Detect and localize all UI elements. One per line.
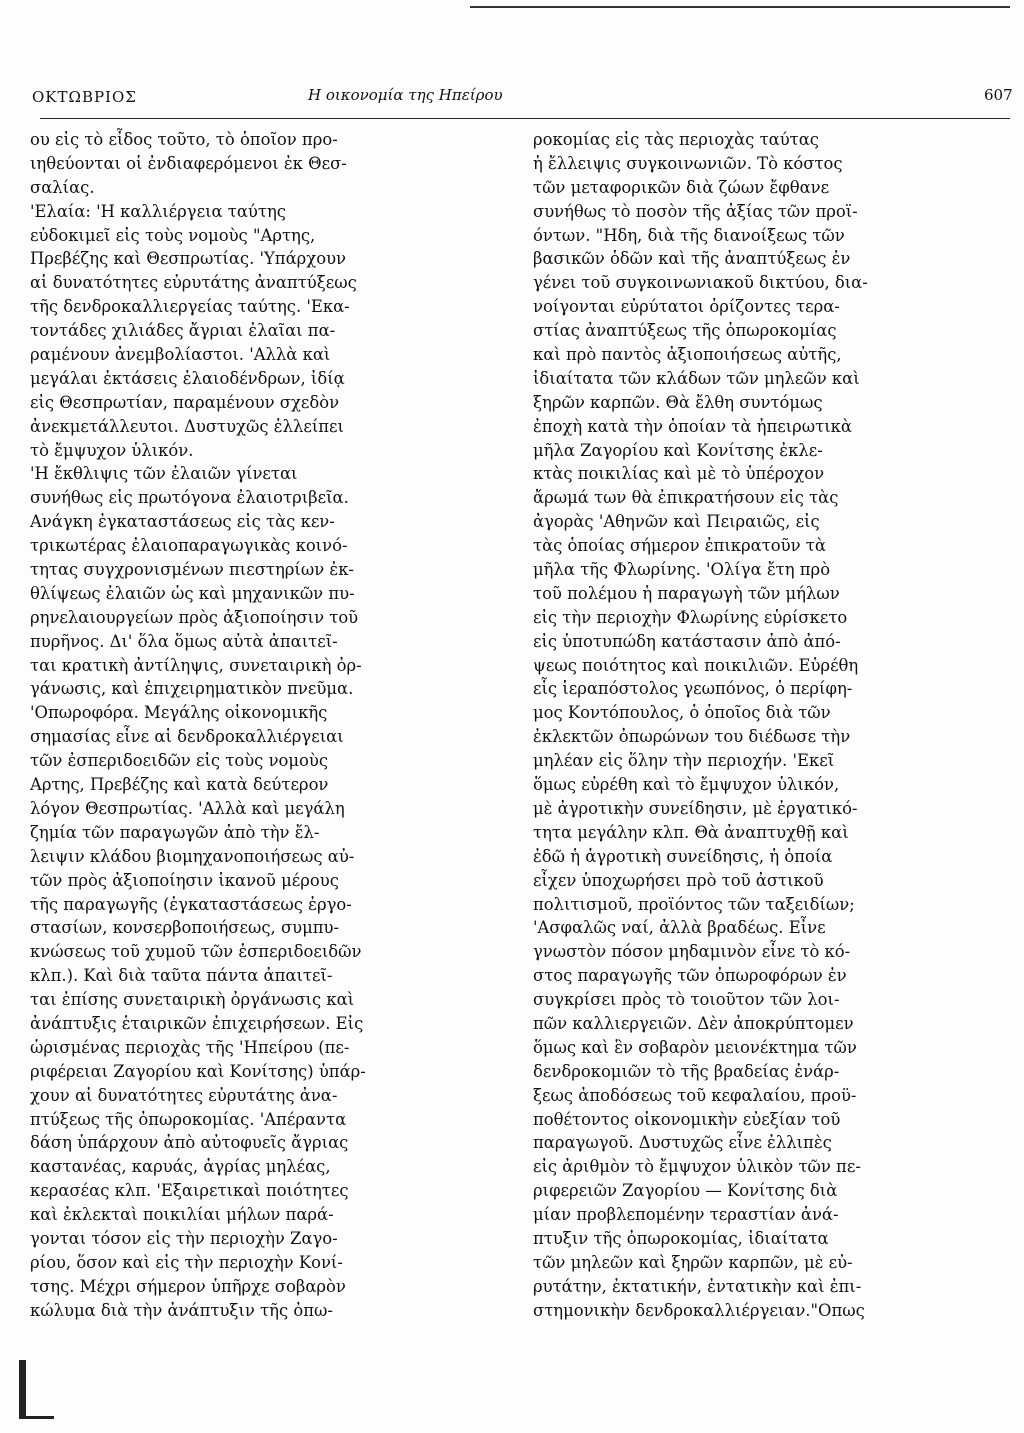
left-column-line: Ανάγκη ἐγκαταστάσεως εἰς τὰς κεν-	[30, 512, 335, 532]
left-column-line: ζημία τῶν παραγωγῶν ἀπὸ τὴν ἔλ-	[30, 822, 320, 842]
right-column-line: δενδροκομιῶν τὸ τῆς βραδείας ἐνάρ-	[533, 1061, 840, 1081]
left-column-line: 'Η ἔκθλιψις τῶν ἐλαιῶν γίνεται	[30, 464, 298, 484]
right-text-column	[533, 128, 1011, 1373]
left-column-line: στασίων, κονσερβοποιήσεως, συμπυ-	[30, 918, 340, 938]
right-column-line: πῶν καλλιεργειῶν. Δὲν ἀποκρύπτομεν	[533, 1013, 854, 1033]
right-column-line: συγκρίσει πρὸς τὸ τοιοῦτον τῶν λοι-	[533, 990, 840, 1010]
left-column-line: ται ἐπίσης συνεταιρικὴ ὀργάνωσις καὶ	[30, 990, 355, 1010]
left-column-line: αἱ δυνατότητες εὐρυτάτης ἀναπτύξεως	[30, 273, 357, 293]
right-column-line: μος Κοντόπουλος, ὁ ὁποῖος διὰ τῶν	[533, 703, 831, 723]
right-column-line: κτὰς ποικιλίας καὶ μὲ τὸ ὑπέροχον	[533, 464, 825, 484]
header-month: ΟΚΤΩΒΡΙΟΣ	[32, 88, 137, 106]
right-column-line: όντων. "Ηδη, διὰ τῆς διανοίξεως τῶν	[533, 225, 845, 245]
right-column-line: ὅμως καὶ ἓν σοβαρὸν μειονέκτημα τῶν	[533, 1037, 857, 1057]
margin-binding-mark	[19, 1360, 54, 1419]
right-column-line: εἰς ἀριθμὸν τὸ ἔμψυχον ὑλικὸν τῶν πε-	[533, 1157, 861, 1177]
left-column-line: εἰς Θεσπρωτίαν, παραμένουν σχεδὸν	[30, 392, 340, 412]
left-column-line: Αρτης, Πρεβέζης καὶ κατὰ δεύτερον	[30, 775, 329, 795]
right-column-line: εἷς ἱεραπόστολος γεωπόνος, ὁ περίφη-	[533, 679, 853, 699]
right-column-line: βασικῶν ὁδῶν καὶ τῆς ἀναπτύξεως ἐν	[533, 249, 851, 269]
running-header	[28, 82, 1024, 122]
left-column-line: ραμένουν ἀνεμβολίαστοι. 'Αλλὰ καὶ	[30, 345, 331, 365]
right-column-line: γνωστὸν πόσον μηδαμινὸν εἶνε τὸ κό-	[533, 942, 851, 962]
left-column-line: γάνωσις, καὶ ἐπιχειρηματικὸν πνεῦμα.	[30, 679, 354, 699]
right-column-line: ἐδῶ ἡ ἀγροτικὴ συνείδησις, ἡ ὁποία	[533, 846, 833, 866]
right-column-line: τῶν μηλεῶν καὶ ξηρῶν καρπῶν, μὲ εὐ-	[533, 1252, 853, 1272]
right-column-line: μῆλα Ζαγορίου καὶ Κονίτσης ἐκλε-	[533, 440, 823, 460]
right-column-line: ψεως ποιότητος καὶ ποικιλιῶν. Εὑρέθη	[533, 655, 859, 675]
right-column-line: μηλέαν εἰς ὅλην τὴν περιοχήν. 'Εκεῖ	[533, 751, 835, 771]
left-column-line: σαλίας.	[30, 177, 95, 197]
left-column-line: σημασίας εἶνε αἱ δενδροκαλλιέργειαι	[30, 727, 344, 747]
left-column-line: 'Οπωροφόρα. Μεγάλης οἰκονομικῆς	[30, 703, 328, 723]
right-column-line: νοίγονται εὐρύτατοι ὁρίζοντες τερα-	[533, 297, 840, 317]
left-column-line: συνήθως εἰς πρωτόγονα ἐλαιοτριβεῖα.	[30, 488, 349, 508]
left-column-line: μεγάλαι ἐκτάσεις ἐλαιοδένδρων, ἰδίᾳ	[30, 368, 345, 388]
right-column-line: ξηρῶν καρπῶν. Θὰ ἔλθη συντόμως	[533, 392, 823, 412]
header-title: Η οικονομία της Ηπείρου	[308, 86, 503, 104]
right-column-line: τῶν μεταφορικῶν διὰ ζώων ἔφθανε	[533, 177, 830, 197]
right-column-line: πτυξιν τῆς ὀπωροκομίας, ἰδιαίτατα	[533, 1228, 829, 1248]
left-column-line: πυρῆνος. Δι' ὅλα ὅμως αὐτὰ ἀπαιτεῖ-	[30, 631, 338, 651]
left-column-line: λόγον Θεσπρωτίας. 'Αλλὰ καὶ μεγάλη	[30, 798, 345, 818]
right-column-line: στος παραγωγῆς τῶν ὀπωροφόρων ἐν	[533, 966, 847, 986]
left-column-line: χουν αἱ δυνατότητες εὐρυτάτης ἀνα-	[30, 1085, 338, 1105]
left-text-column	[30, 128, 420, 1373]
right-column-line: ἡ ἔλλειψις συγκοινωνιῶν. Τὸ κόστος	[533, 153, 843, 173]
left-column-line: τῆς δενδροκαλλιεργείας ταύτης. 'Εκα-	[30, 297, 350, 317]
right-column-line: καὶ πρὸ παντὸς ἀξιοποιήσεως αὐτῆς,	[533, 345, 842, 365]
left-column-line: κλπ.). Καὶ διὰ ταῦτα πάντα ἀπαιτεῖ-	[30, 966, 333, 986]
right-column-line: τὰς ὁποίας σήμερον ἐπικρατοῦν τὰ	[533, 536, 826, 556]
left-column-line: κερασέας κλπ. 'Εξαιρετικαὶ ποιότητες	[30, 1181, 349, 1201]
left-column-line: ριφέρειαι Ζαγορίου καὶ Κονίτσης) ὑπάρ-	[30, 1061, 366, 1081]
right-column-line: ριφερειῶν Ζαγορίου — Κονίτσης διὰ	[533, 1181, 838, 1201]
left-column-line: τοντάδες χιλιάδες ἄγριαι ἐλαῖαι πα-	[30, 321, 336, 341]
right-column-line: παραγωγοῦ. Δυστυχῶς εἶνε ἐλλιπὲς	[533, 1133, 832, 1153]
right-column-line: ἐποχὴ κατὰ τὴν ὁποίαν τὰ ἠπειρωτικὰ	[533, 416, 852, 436]
right-column-line: ἀγορὰς 'Αθηνῶν καὶ Πειραιῶς, εἰς	[533, 512, 820, 532]
right-column-line: μίαν προβλεπομένην τεραστίαν ἀνά-	[533, 1205, 839, 1225]
left-column-line: ται κρατικὴ ἀντίληψις, συνεταιρικὴ ὀρ-	[30, 655, 362, 675]
left-column-line: τσης. Μέχρι σήμερον ὑπῆρχε σοβαρὸν	[30, 1276, 346, 1296]
right-column-line: 'Ασφαλῶς ναί, ἀλλὰ βραδέως. Εἶνε	[533, 918, 826, 938]
right-column-line: μῆλα τῆς Φλωρίνης. 'Ολίγα ἔτη πρὸ	[533, 560, 831, 580]
left-column-line: ρηνελαιουργείων πρὸς ἀξιοποίησιν τοῦ	[30, 607, 359, 627]
header-rule	[40, 118, 1010, 119]
left-column-line: λειψιν κλάδου βιομηχανοποιήσεως αὐ-	[30, 846, 355, 866]
right-column-line: ρυτάτην, ἐκτατικήν, ἐντατικὴν καὶ ἐπι-	[533, 1276, 862, 1296]
right-column-line: πολιτισμοῦ, προϊόντος τῶν ταξειδίων;	[533, 894, 855, 914]
left-column-line: τῶν πρὸς ἀξιοποίησιν ἱκανοῦ μέρους	[30, 870, 339, 890]
left-column-line: τητας συγχρονισμένων πιεστηρίων ἐκ-	[30, 560, 354, 580]
left-column-line: πτύξεως τῆς ὀπωροκομίας. 'Απέραντα	[30, 1109, 347, 1129]
left-column-line: 'Ελαία: 'Η καλλιέργεια ταύτης	[30, 201, 286, 221]
left-column-line: ἀνεκμετάλλευτοι. Δυστυχῶς ἐλλείπει	[30, 416, 344, 436]
right-column-line: στημονικὴν δενδροκαλλιέργειαν."Οπως	[533, 1300, 865, 1320]
right-column-line: εἶχεν ὑποχωρήσει πρὸ τοῦ ἀστικοῦ	[533, 870, 824, 890]
left-column-line: καὶ ἐκλεκταὶ ποικιλίαι μήλων παρά-	[30, 1205, 334, 1225]
left-column-line: ρίου, ὅσον καὶ εἰς τὴν περιοχὴν Κονί-	[30, 1252, 343, 1272]
right-column-line: ποθέτοντος οἰκονομικὴν εὐεξίαν τοῦ	[533, 1109, 841, 1129]
left-column-line: τὸ ἔμψυχον ὑλικόν.	[30, 440, 194, 460]
left-column-line: ὡρισμένας περιοχὰς τῆς 'Ηπείρου (πε-	[30, 1037, 350, 1057]
left-column-line: εὐδοκιμεῖ εἰς τοὺς νομοὺς "Αρτης,	[30, 225, 316, 245]
left-column-line: ἀνάπτυξις ἑταιρικῶν ἐπιχειρήσεων. Εἰς	[30, 1013, 364, 1033]
right-column-line: ξεως ἀποδόσεως τοῦ κεφαλαίου, προϋ-	[533, 1085, 857, 1105]
left-column-line: ου εἰς τὸ εἶδος τοῦτο, τὸ ὁποῖον προ-	[30, 130, 338, 149]
right-column-line: τοῦ πολέμου ἡ παραγωγὴ τῶν μήλων	[533, 583, 840, 603]
left-column-line: κνώσεως τοῦ χυμοῦ τῶν ἐσπεριδοειδῶν	[30, 942, 362, 962]
left-column-line: κώλυμα διὰ τὴν ἀνάπτυξιν τῆς ὀπω-	[30, 1300, 333, 1320]
page-number: 607	[984, 86, 1013, 104]
top-scan-rule	[470, 6, 1010, 8]
left-column-line: Πρεβέζης καὶ Θεσπρωτίας. 'Υπάρχουν	[30, 249, 347, 269]
right-column-line: ροκομίας εἰς τὰς περιοχὰς ταύτας	[533, 130, 819, 149]
left-column-line: τρικωτέρας ἐλαιοπαραγωγικὰς κοινό-	[30, 536, 348, 556]
left-column-line: τῆς παραγωγῆς (ἐγκαταστάσεως ἐργο-	[30, 894, 352, 914]
right-column-line: ὅμως εὑρέθη καὶ τὸ ἔμψυχον ὑλικόν,	[533, 775, 840, 795]
right-column-line: τητα μεγάλην κλπ. Θὰ ἀναπτυχθῇ καὶ	[533, 822, 849, 842]
right-column-line: στίας ἀναπτύξεως τῆς ὀπωροκομίας	[533, 321, 837, 341]
right-column-line: ἄρωμά των θὰ ἐπικρατήσουν εἰς τὰς	[533, 488, 839, 508]
left-column-line: καστανέας, καρυάς, ἀγρίας μηλέας,	[30, 1157, 331, 1177]
left-column-line: τῶν ἐσπεριδοειδῶν εἰς τοὺς νομοὺς	[30, 751, 329, 771]
right-column-line: ἰδιαίτατα τῶν κλάδων τῶν μηλεῶν καὶ	[533, 368, 860, 388]
left-column-line: δάση ὑπάρχουν ἀπὸ αὐτοφυεῖς ἄγριας	[30, 1133, 349, 1153]
right-column-line: ἐκλεκτῶν ὀπωρώνων του διέδωσε τὴν	[533, 727, 851, 747]
right-column-line: γένει τοῦ συγκοινωνιακοῦ δικτύου, δια-	[533, 273, 868, 293]
left-column-line: γονται τόσον εἰς τὴν περιοχὴν Ζαγο-	[30, 1228, 338, 1248]
left-column-line: ιηθεύονται οἱ ἐνδιαφερόμενοι ἐκ Θεσ-	[30, 153, 347, 173]
right-column-line: εἰς τὴν περιοχὴν Φλωρίνης εὑρίσκετο	[533, 607, 848, 627]
right-column-line: μὲ ἀγροτικὴν συνείδησιν, μὲ ἐργατικό-	[533, 798, 858, 818]
right-column-line: συνήθως τὸ ποσὸν τῆς ἀξίας τῶν προϊ-	[533, 201, 858, 221]
right-column-line: εἰς ὑποτυπώδη κατάστασιν ἀπὸ ἀπό-	[533, 631, 841, 651]
left-column-line: θλίψεως ἐλαιῶν ὡς καὶ μηχανικῶν πυ-	[30, 583, 355, 603]
